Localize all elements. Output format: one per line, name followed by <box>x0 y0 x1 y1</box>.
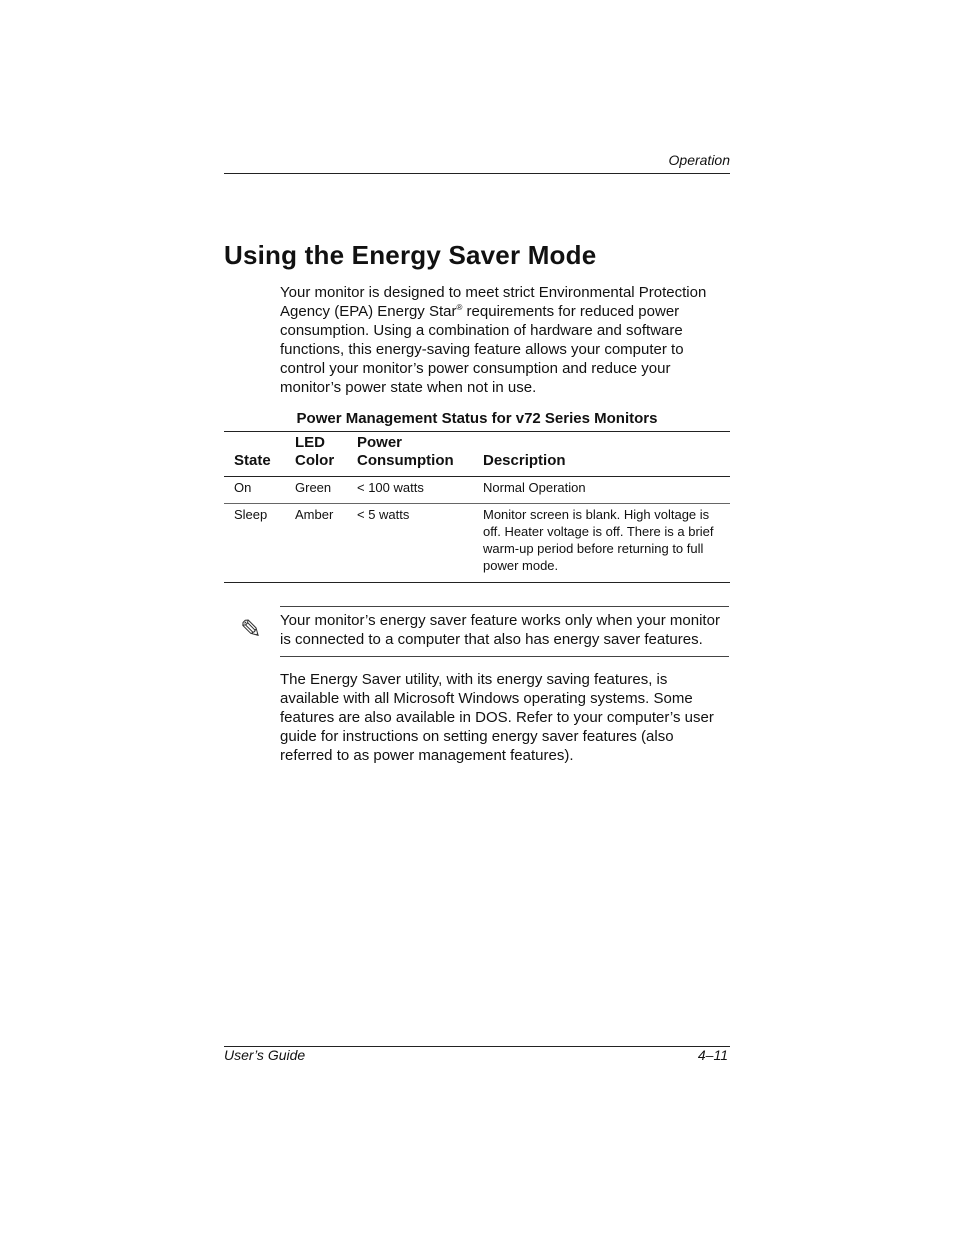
header-state: State <box>224 432 295 477</box>
intro-paragraph <box>280 283 730 397</box>
header-rule <box>224 173 730 174</box>
power-status-table <box>224 431 730 583</box>
cell-state: On <box>224 477 295 504</box>
header-power-consumption-text: Power Consumption <box>357 434 454 469</box>
table-row <box>224 504 730 583</box>
page-title: Using the Energy Saver Mode <box>224 240 597 270</box>
table-caption: Power Management Status for v72 Series Monitors <box>296 410 658 427</box>
energy-saver-utility-paragraph: The Energy Saver utility, with its energy saving features, is available with all Microsoft Windows operating systems. Some features are also available in DOS. Refer to your computer’s user guide for instructions on setting energy saver features (also referred to as power management features). <box>280 671 714 764</box>
header-power-consumption <box>357 432 483 477</box>
cell-state: Sleep <box>224 504 295 583</box>
pencil-note-icon: ✎ <box>240 614 262 644</box>
header-led-color <box>295 432 357 477</box>
header-description: Description <box>483 432 730 477</box>
cell-power-consumption: < 100 watts <box>357 477 483 504</box>
cell-power-consumption: < 5 watts <box>357 504 483 583</box>
running-header: Operation <box>668 152 730 168</box>
intro-text-2: requirements for reduced power consumption. Using a combination of hardware and software functions, this energy-saving feature allows your computer to control your monitor’s power consumption and reduce your monitor’s power state when not in use. <box>280 303 684 396</box>
note-rule-top <box>280 606 729 607</box>
footer-guide-title: User’s Guide <box>224 1047 306 1063</box>
registered-mark: ® <box>456 303 463 312</box>
note-rule-bottom <box>280 656 729 657</box>
cell-led-color: Amber <box>295 504 357 583</box>
note-text: Your monitor’s energy saver feature works only when your monitor is connected to a computer that also has energy saver features. <box>280 612 720 648</box>
table-header-row <box>224 432 730 477</box>
header-led-color-text: LED Color <box>295 434 335 469</box>
footer-page-number: 4–11 <box>697 1047 728 1063</box>
cell-description: Monitor screen is blank. High voltage is off. Heater voltage is off. There is a brief warm-up period before returning to full power mode. <box>483 504 730 583</box>
cell-led-color: Green <box>295 477 357 504</box>
table-row <box>224 477 730 504</box>
intro-text-1: Your monitor is designed to meet strict Environmental Protection Agency (EPA) Energy Star <box>280 284 707 320</box>
cell-description: Normal Operation <box>483 477 730 504</box>
